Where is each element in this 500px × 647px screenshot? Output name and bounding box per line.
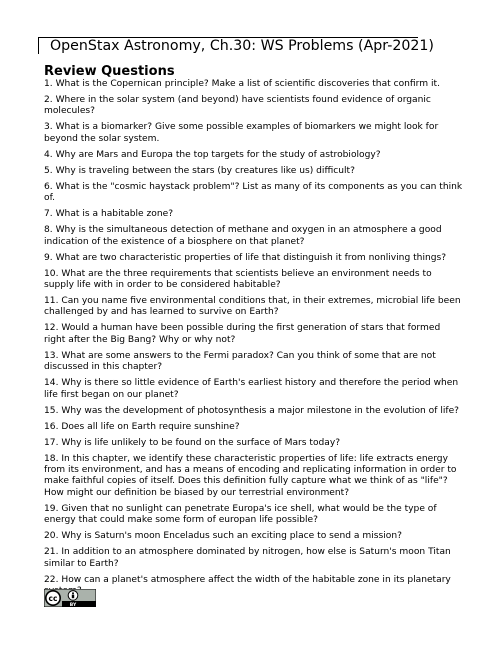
- question-list: [44, 79, 464, 602]
- question-item: 21. In addition to an atmosphere dominated by nitrogen, how else is Saturn's moon Titan similar to Earth?: [44, 547, 451, 569]
- question-item: 7. What is a habitable zone?: [44, 209, 174, 220]
- person-body: [72, 595, 74, 599]
- question-item: 3. What is a biomarker? Give some possible examples of biomarkers we might look for beyond the solar system.: [44, 122, 439, 144]
- by-label: BY: [69, 603, 77, 607]
- question-item: 19. Given that no sunlight can penetrate Europa's ice shell, what would be the type of energy that could make some form of europan life possible?: [44, 503, 437, 526]
- question-item: 22. How can a planet's atmosphere affect the width of the habitable zone in its planetary: [44, 574, 451, 585]
- cc-logo-text: cc: [48, 594, 58, 603]
- question-item: 6. What is the "cosmic haystack problem"? List as many of its components as you can think of.: [44, 181, 463, 204]
- question-item: 8. Why is the simultaneous detection of methane and oxygen in an atmosphere a good indication of the existence of a biosphere on that planet?: [44, 225, 442, 247]
- question-item: 1. What is the Copernican principle? Make a list of scientific discoveries that confirm it.: [44, 79, 440, 89]
- question-item: 9. What are two characteristic properties of life that distinguish it from nonliving things?: [44, 252, 447, 263]
- question-item: 20. Why is Saturn's moon Enceladus such an exciting place to send a mission?: [44, 531, 402, 542]
- question-item: 13. What are some answers to the Fermi paradox? Can you think of some that are not discussed in this chapter?: [44, 350, 436, 373]
- title-rule-left-tick: [38, 38, 39, 54]
- question-item: 17. Why is life unlikely to be found on the surface of Mars today?: [44, 437, 341, 448]
- question-item: 10. What are the three requirements that scientists believe an environment needs to supply life with in order to be considered habitable?: [44, 268, 432, 291]
- badge-footer: [62, 601, 96, 607]
- question-item: 16. Does all life on Earth require sunshine?: [44, 421, 240, 432]
- question-item: 4. Why are Mars and Europa the top targets for the study of astrobiology?: [44, 149, 381, 160]
- question-item: 2. Where in the solar system (and beyond) have scientists found evidence of organic molecules?: [44, 95, 431, 117]
- question-item: 12. Would a human have been possible during the first generation of stars that formed right after the Big Bang? Why or why not?: [44, 323, 441, 345]
- question-item: 15. Why was the development of photosynthesis a major milestone in the evolution of life?: [44, 405, 460, 416]
- question-item: 18. In this chapter, we identify these characteristic properties of life: life extracts energy from its environment, and has a means of encoding and replicating information in order to make faithful copies of itself. Does this definition fully capture what we think of as "life"? How might our definition be biased by our terrestrial environment?: [44, 453, 457, 498]
- document-title: OpenStax Astronomy, Ch.30: WS Problems (Apr-2021): [50, 38, 434, 54]
- question-item: 14. Why is there so little evidence of Earth's earliest history and therefore the period when life first began on our planet?: [44, 378, 459, 400]
- section-heading: Review Questions: [44, 64, 175, 79]
- question-item: 5. Why is traveling between the stars (by creatures like us) difficult?: [44, 165, 355, 176]
- question-item: 11. Can you name five environmental conditions that, in their extremes, microbial life been challenged by and has learned to survive on Earth?: [44, 296, 461, 318]
- cc-by-license-badge: [44, 589, 96, 607]
- person-head: [72, 592, 74, 594]
